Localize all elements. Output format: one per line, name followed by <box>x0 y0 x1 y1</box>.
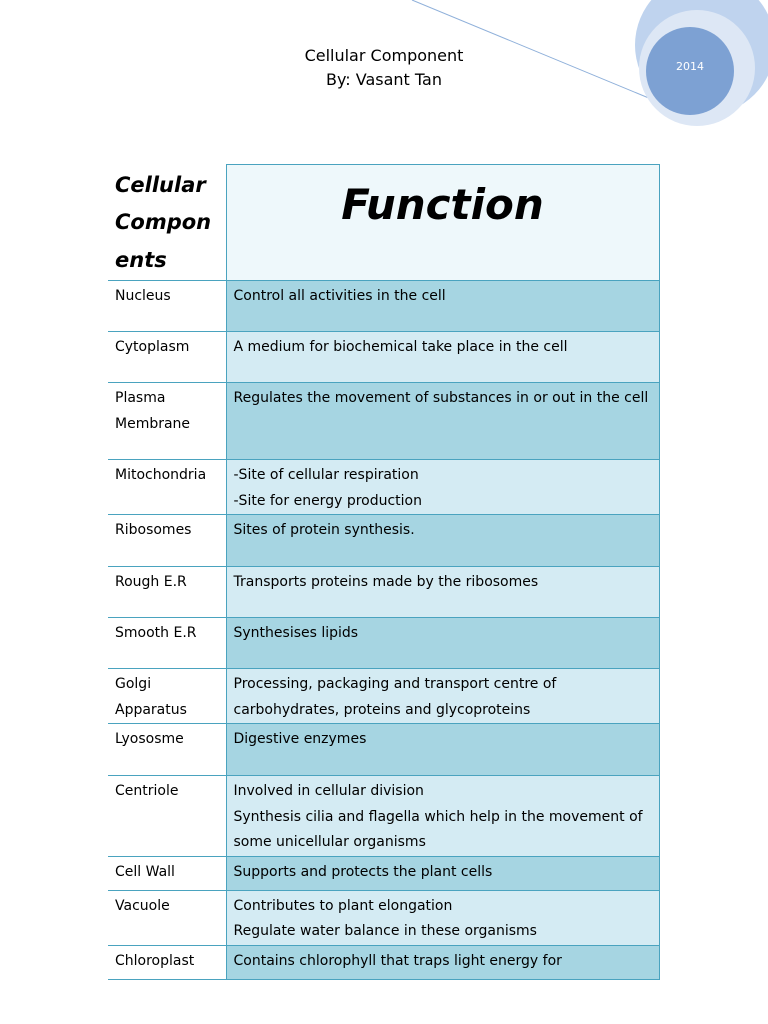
component-function <box>226 776 659 857</box>
function-line: Supports and protects the plant cells <box>233 863 493 880</box>
component-name: Smooth E.R <box>108 618 226 669</box>
component-name: Rough E.R <box>108 567 226 618</box>
function-line: Regulates the movement of substances in or out in the cell <box>233 390 649 406</box>
function-line: Regulate water balance in these organisms <box>233 923 537 939</box>
component-name: Plasma Membrane <box>108 383 226 460</box>
function-line: Digestive enzymes <box>233 731 367 747</box>
table-row <box>108 890 659 945</box>
document-author: By: Vasant Tan <box>326 70 442 89</box>
function-line: Processing, packaging and transport centre of carbohydrates, proteins and glycoproteins <box>233 676 557 718</box>
component-name: Cell Wall <box>108 856 226 890</box>
cellular-component-table <box>108 164 660 980</box>
function-line: Contributes to plant elongation <box>233 897 453 914</box>
component-function <box>226 669 659 724</box>
function-line: Sites of protein synthesis. <box>233 522 415 538</box>
table-body <box>108 165 659 980</box>
table-row <box>108 460 659 515</box>
table-row <box>108 567 659 618</box>
table-row <box>108 945 659 979</box>
component-name: Vacuole <box>108 890 226 945</box>
function-line: -Site of cellular respiration <box>233 467 419 483</box>
table-row <box>108 618 659 669</box>
header-component: Cellular Compon ents <box>108 165 226 281</box>
document-title: Cellular Component <box>304 46 464 65</box>
function-line: Involved in cellular division <box>233 783 424 799</box>
component-function <box>226 890 659 945</box>
table-row <box>108 281 659 332</box>
component-function <box>226 515 659 567</box>
component-name: Chloroplast <box>108 945 226 979</box>
component-function <box>226 383 659 460</box>
table-row <box>108 776 659 857</box>
component-function <box>226 945 659 979</box>
table-row <box>108 724 659 776</box>
component-function <box>226 724 659 776</box>
table-row <box>108 856 659 890</box>
component-function <box>226 618 659 669</box>
function-line: A medium for biochemical take place in the cell <box>233 339 568 355</box>
component-name: Lyososme <box>108 724 226 776</box>
function-line: Synthesises lipids <box>233 625 359 641</box>
table-row <box>108 669 659 724</box>
component-name: Nucleus <box>108 281 226 332</box>
component-function <box>226 856 659 890</box>
function-line: Transports proteins made by the ribosomes <box>233 574 539 590</box>
document-header <box>0 44 768 92</box>
component-name: Mitochondria <box>108 460 226 515</box>
table-row <box>108 383 659 460</box>
table-row <box>108 515 659 567</box>
function-line: -Site for energy production <box>233 492 422 509</box>
table-row <box>108 332 659 383</box>
component-function <box>226 567 659 618</box>
component-function <box>226 460 659 515</box>
year-badge: 2014 <box>676 60 704 73</box>
component-name: Ribosomes <box>108 515 226 567</box>
header-function: Function <box>226 165 659 281</box>
component-name: Cytoplasm <box>108 332 226 383</box>
component-function <box>226 281 659 332</box>
component-name: Centriole <box>108 776 226 857</box>
function-line: Contains chlorophyll that traps light energy for <box>233 952 562 969</box>
table-header-row <box>108 165 659 281</box>
component-function <box>226 332 659 383</box>
function-line: Control all activities in the cell <box>233 288 446 304</box>
function-line: Synthesis cilia and flagella which help in the movement of some unicellular organisms <box>233 808 643 850</box>
component-name: Golgi Apparatus <box>108 669 226 724</box>
